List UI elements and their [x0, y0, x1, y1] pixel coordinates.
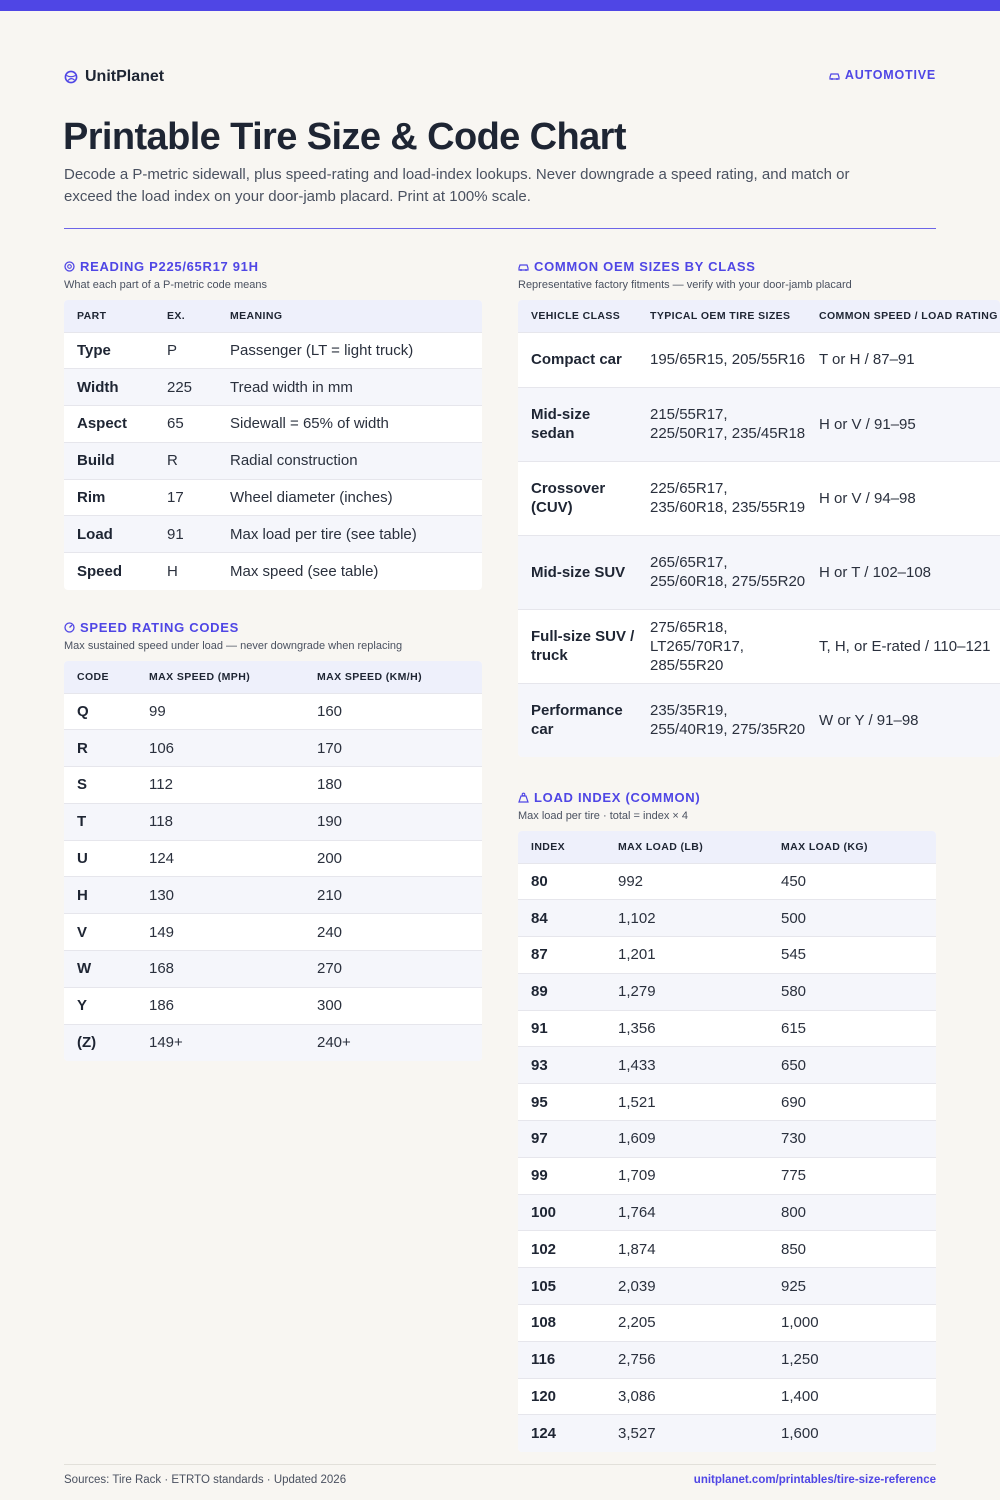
page-subtitle: Decode a P-metric sidewall, plus speed-rating and load-index lookups. Never downgrade a speed rating, and match or exceed the load index on your door-jamb placard. Print at 100% scale.	[64, 166, 850, 205]
globe-icon	[64, 70, 78, 84]
table-cell: 925	[768, 1268, 936, 1305]
table-cell: 500	[768, 900, 936, 937]
column-header: TYPICAL OEM TIRE SIZES	[637, 300, 806, 332]
table-cell: 112	[136, 767, 304, 804]
table-cell: Speed	[64, 553, 154, 590]
table-row	[64, 369, 482, 406]
column-header: VEHICLE CLASS	[518, 300, 637, 332]
table-cell: 102	[518, 1231, 605, 1268]
table-cell: 80	[518, 863, 605, 900]
speed-title-text: SPEED RATING CODES	[80, 620, 239, 635]
table-cell: 1,600	[768, 1415, 936, 1452]
table-row	[64, 951, 482, 988]
table-cell: 275/65R18, LT265/70R17, 285/55R20	[637, 609, 806, 683]
table-cell: 1,201	[605, 937, 768, 974]
table-cell: Tread width in mm	[217, 369, 482, 406]
table-cell: (Z)	[64, 1024, 136, 1061]
speed-rating-table	[64, 661, 482, 1061]
tire-icon	[64, 261, 75, 272]
oem-section-title	[518, 259, 756, 274]
table-cell: Rim	[64, 479, 154, 516]
table-cell: S	[64, 767, 136, 804]
table-cell: 100	[518, 1194, 605, 1231]
table-cell: 1,000	[768, 1305, 936, 1342]
table-cell: H or V / 91–95	[806, 387, 1000, 461]
table-cell: 116	[518, 1341, 605, 1378]
table-cell: Width	[64, 369, 154, 406]
table-cell: W	[64, 951, 136, 988]
table-cell: Sidewall = 65% of width	[217, 406, 482, 443]
table-row	[64, 767, 482, 804]
table-cell: 545	[768, 937, 936, 974]
table-row	[518, 1415, 936, 1452]
table-cell: 240	[304, 914, 482, 951]
table-cell: Wheel diameter (inches)	[217, 479, 482, 516]
table-cell: Full-size SUV / truck	[518, 609, 637, 683]
brand[interactable]	[64, 68, 164, 86]
table-cell: 186	[136, 987, 304, 1024]
table-cell: 93	[518, 1047, 605, 1084]
table-cell: 300	[304, 987, 482, 1024]
table-cell: 1,521	[605, 1084, 768, 1121]
column-header: INDEX	[518, 831, 605, 863]
table-cell: Mid-size SUV	[518, 535, 637, 609]
table-cell: 105	[518, 1268, 605, 1305]
top-accent-bar	[0, 0, 1000, 11]
table-cell: Passenger (LT = light truck)	[217, 332, 482, 369]
table-cell: Load	[64, 516, 154, 553]
oem-section-subtitle: Representative factory fitments — verify with your door-jamb placard	[518, 279, 852, 291]
table-cell: 265/65R17, 255/60R18, 275/55R20	[637, 535, 806, 609]
table-row	[64, 479, 482, 516]
table-cell: 180	[304, 767, 482, 804]
table-cell: 580	[768, 973, 936, 1010]
table-cell: Compact car	[518, 332, 637, 387]
table-cell: 108	[518, 1305, 605, 1342]
table-cell: Max speed (see table)	[217, 553, 482, 590]
table-cell: 775	[768, 1157, 936, 1194]
table-cell: 160	[304, 693, 482, 730]
table-cell: 124	[136, 840, 304, 877]
table-row	[518, 1305, 936, 1342]
column-header: MAX SPEED (MPH)	[136, 661, 304, 693]
table-cell: 195/65R15, 205/55R16	[637, 332, 806, 387]
table-cell: Performance car	[518, 683, 637, 757]
table-cell: 91	[154, 516, 217, 553]
oem-sizes-table	[518, 300, 1000, 757]
load-title-text: LOAD INDEX (COMMON)	[534, 790, 701, 805]
table-cell: Aspect	[64, 406, 154, 443]
table-cell: 1,433	[605, 1047, 768, 1084]
table-cell: 168	[136, 951, 304, 988]
table-row	[518, 332, 1000, 387]
table-row	[518, 1084, 936, 1121]
table-row	[518, 461, 1000, 535]
table-cell: V	[64, 914, 136, 951]
table-row	[518, 863, 936, 900]
table-cell: Y	[64, 987, 136, 1024]
table-cell: 800	[768, 1194, 936, 1231]
table-row	[64, 840, 482, 877]
table-cell: P	[154, 332, 217, 369]
car-icon	[518, 261, 529, 272]
table-cell: 170	[304, 730, 482, 767]
footer-sources: Sources: Tire Rack · ETRTO standards · Updated 2026	[64, 1474, 347, 1486]
table-cell: 850	[768, 1231, 936, 1268]
table-row	[518, 1378, 936, 1415]
table-row	[518, 937, 936, 974]
table-cell: 2,039	[605, 1268, 768, 1305]
table-cell: 17	[154, 479, 217, 516]
speedometer-icon	[64, 622, 75, 633]
table-cell: 200	[304, 840, 482, 877]
table-row	[64, 553, 482, 590]
brand-name: UnitPlanet	[85, 68, 165, 85]
table-cell: 91	[518, 1010, 605, 1047]
table-cell: U	[64, 840, 136, 877]
table-cell: 1,279	[605, 973, 768, 1010]
table-row	[518, 1231, 936, 1268]
table-cell: 235/35R19, 255/40R19, 275/35R20	[637, 683, 806, 757]
table-cell: 1,709	[605, 1157, 768, 1194]
page-title: Printable Tire Size & Code Chart	[63, 116, 626, 158]
table-cell: R	[154, 442, 217, 479]
table-cell: 149+	[136, 1024, 304, 1061]
table-cell: 3,086	[605, 1378, 768, 1415]
column-header: PART	[64, 300, 154, 332]
table-cell: 130	[136, 877, 304, 914]
table-row	[518, 900, 936, 937]
table-cell: 99	[136, 693, 304, 730]
table-cell: 97	[518, 1121, 605, 1158]
table-row	[64, 693, 482, 730]
table-cell: 270	[304, 951, 482, 988]
table-row	[518, 535, 1000, 609]
table-cell: 89	[518, 973, 605, 1010]
table-cell: H or V / 94–98	[806, 461, 1000, 535]
tire-code-parts-table	[64, 300, 482, 590]
table-cell: 210	[304, 877, 482, 914]
table-cell: 95	[518, 1084, 605, 1121]
table-cell: 650	[768, 1047, 936, 1084]
table-row	[64, 914, 482, 951]
header-divider	[64, 228, 936, 229]
load-section-title	[518, 790, 700, 805]
table-cell: Max load per tire (see table)	[217, 516, 482, 553]
column-header: MAX LOAD (KG)	[768, 831, 936, 863]
table-cell: 190	[304, 803, 482, 840]
table-row	[518, 1121, 936, 1158]
table-cell: 450	[768, 863, 936, 900]
table-row	[518, 1047, 936, 1084]
table-cell: H or T / 102–108	[806, 535, 1000, 609]
table-cell: Mid-size sedan	[518, 387, 637, 461]
table-cell: H	[154, 553, 217, 590]
table-row	[64, 332, 482, 369]
table-row	[64, 803, 482, 840]
table-cell: 1,400	[768, 1378, 936, 1415]
table-row	[64, 516, 482, 553]
table-cell: 1,102	[605, 900, 768, 937]
table-row	[518, 387, 1000, 461]
table-row	[518, 683, 1000, 757]
table-cell: 118	[136, 803, 304, 840]
footer-divider	[64, 1464, 936, 1465]
table-cell: Type	[64, 332, 154, 369]
table-cell: 1,609	[605, 1121, 768, 1158]
table-cell: 3,527	[605, 1415, 768, 1452]
category-text: AUTOMOTIVE	[844, 68, 936, 82]
table-cell: 615	[768, 1010, 936, 1047]
table-cell: 2,205	[605, 1305, 768, 1342]
table-cell: 730	[768, 1121, 936, 1158]
table-cell: T	[64, 803, 136, 840]
table-cell: 99	[518, 1157, 605, 1194]
table-cell: Radial construction	[217, 442, 482, 479]
speed-section-subtitle: Max sustained speed under load — never downgrade when replacing	[64, 640, 403, 652]
reading-title-text: READING P225/65R17 91H	[80, 259, 259, 274]
column-header: EX.	[154, 300, 217, 332]
table-cell: 120	[518, 1378, 605, 1415]
table-cell: 149	[136, 914, 304, 951]
column-header: MAX SPEED (KM/H)	[304, 661, 482, 693]
table-cell: T or H / 87–91	[806, 332, 1000, 387]
column-header: COMMON SPEED / LOAD RATING	[806, 300, 1000, 332]
table-cell: 690	[768, 1084, 936, 1121]
speed-section-title	[64, 620, 239, 635]
table-cell: T, H, or E-rated / 110–121	[806, 609, 1000, 683]
table-cell: 1,874	[605, 1231, 768, 1268]
table-cell: 87	[518, 937, 605, 974]
footer-link[interactable]: unitplanet.com/printables/tire-size-reference	[693, 1474, 936, 1486]
table-row	[518, 973, 936, 1010]
car-icon	[829, 70, 840, 81]
table-cell: Crossover (CUV)	[518, 461, 637, 535]
table-cell: 1,356	[605, 1010, 768, 1047]
column-header: CODE	[64, 661, 136, 693]
oem-title-text: COMMON OEM SIZES BY CLASS	[534, 259, 756, 274]
table-cell: 992	[605, 863, 768, 900]
table-cell: R	[64, 730, 136, 767]
table-cell: H	[64, 877, 136, 914]
load-section-subtitle: Max load per tire · total = index × 4	[518, 810, 688, 822]
column-header: MEANING	[217, 300, 482, 332]
load-index-table	[518, 831, 936, 1452]
table-row	[64, 730, 482, 767]
table-cell: 65	[154, 406, 217, 443]
table-row	[64, 406, 482, 443]
table-cell: W or Y / 91–98	[806, 683, 1000, 757]
table-row	[518, 1268, 936, 1305]
table-row	[518, 609, 1000, 683]
table-cell: Build	[64, 442, 154, 479]
table-cell: Q	[64, 693, 136, 730]
table-cell: 106	[136, 730, 304, 767]
table-row	[518, 1341, 936, 1378]
weight-icon	[518, 792, 529, 803]
table-row	[64, 442, 482, 479]
column-header: MAX LOAD (LB)	[605, 831, 768, 863]
table-cell: 240+	[304, 1024, 482, 1061]
table-row	[64, 987, 482, 1024]
table-row	[64, 1024, 482, 1061]
table-row	[518, 1157, 936, 1194]
table-row	[518, 1194, 936, 1231]
table-row	[518, 1010, 936, 1047]
table-cell: 215/55R17, 225/50R17, 235/45R18	[637, 387, 806, 461]
reading-section-title	[64, 259, 259, 274]
table-cell: 1,250	[768, 1341, 936, 1378]
table-cell: 2,756	[605, 1341, 768, 1378]
table-cell: 124	[518, 1415, 605, 1452]
table-cell: 1,764	[605, 1194, 768, 1231]
reading-section-subtitle: What each part of a P-metric code means	[64, 279, 267, 291]
table-cell: 84	[518, 900, 605, 937]
category-label[interactable]	[829, 68, 936, 82]
table-cell: 225/65R17, 235/60R18, 235/55R19	[637, 461, 806, 535]
table-cell: 225	[154, 369, 217, 406]
table-row	[64, 877, 482, 914]
